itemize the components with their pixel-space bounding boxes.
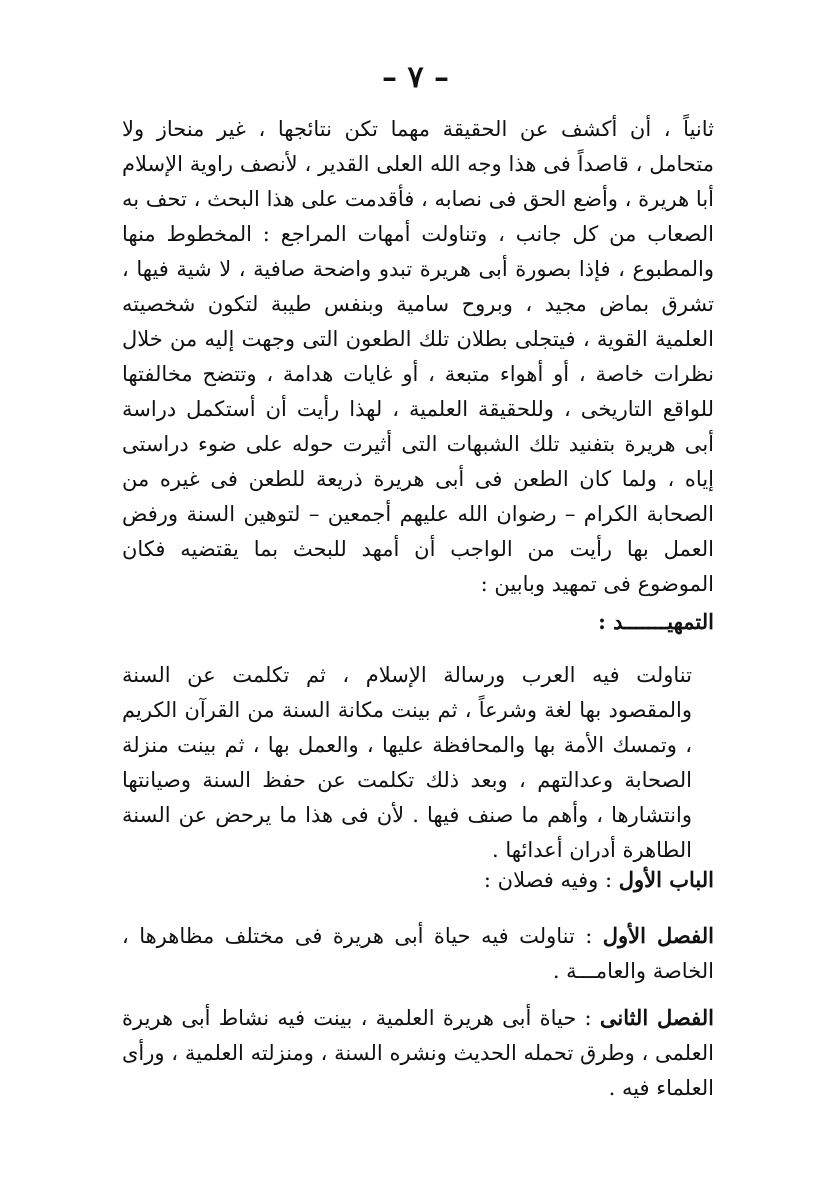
fasl1-term: الفصل الأول (602, 923, 714, 948)
bab1-text: : وفيه فصلان : (483, 868, 619, 892)
fasl2-term: الفصل الثانى (599, 1005, 714, 1030)
intro-paragraph (122, 112, 714, 602)
bab1-heading: الباب الأول (618, 867, 714, 892)
fasl2-text: : حياة أبى هريرة العلمية ، بينت فيه نشاط أبى هريرة العلمى ، وطرق تحمله الحديث ونشره السنة ، ومنزلته العلمية ، ورأى العلماء فيه . (122, 1006, 714, 1100)
page-number: – ٧ – (381, 60, 450, 95)
tamheed-text: تناولت فيه العرب ورسالة الإسلام ، ثم تكلمت عن السنة والمقصود بها لغة وشرعاً ، ثم بينت مكانة السنة من القرآن الكريم ، وتمسك الأمة بها والمحافظة عليها ، والعمل بها ، ثم بينت منزلة الصحابة وعدالتهم ، وبعد ذلك تكلمت عن حفظ السنة وصيانتها وانتشارها ، وأهم ما صنف فيها . لأن فى هذا ما يرحض عن السنة الطاهرة أدران أعدائها . (122, 663, 692, 862)
bab1-heading-line (122, 862, 714, 898)
tamheed-heading: التمهيـــــــد : (598, 609, 714, 634)
fasl2-paragraph (122, 1000, 714, 1106)
fasl1-paragraph (122, 918, 714, 989)
tamheed-paragraph (122, 658, 714, 868)
intro-text: ثانياً ، أن أكشف عن الحقيقة مهما تكن نتائجها ، غير منحاز ولا متحامل ، قاصداً فى هذا وجه الله العلى القدير ، لأنصف راوية الإسلام أبا هريرة ، وأضع الحق فى نصابه ، فأقدمت على هذا البحث ، تحف به الصعاب من كل جانب ، وتناولت أمهات المراجع : المخطوط منها والمطبوع ، فإذا بصورة أبى هريرة تبدو واضحة صافية ، لا شية فيها ، تشرق بماض مجيد ، وبروح سامية وبنفس طيبة لتكون شخصيته العلمية القوية ، فيتجلى بطلان تلك الطعون التى وجهت إليه من خلال نظرات خاصة ، أو أهواء متبعة ، أو غايات هدامة ، وتتضح مخالفتها للواقع التاريخى ، وللحقيقة العلمية ، لهذا رأيت أن أستكمل دراسة أبى هريرة بتفنيد تلك الشبهات التى أثيرت حوله على ضوء دراستى إياه ، ولما كان الطعن فى أبى هريرة ذريعة للطعن فى غيره من الصحابة الكرام – رضوان الله عليهم أجمعين – لتوهين السنة ورفض العمل بها رأيت من الواجب أن أمهد للبحث بما يقتضيه فكان الموضوع فى تمهيد وبابين : (122, 117, 714, 596)
fasl1-text: : تناولت فيه حياة أبى هريرة فى مختلف مظاهرها ، الخاصة والعامـــة . (122, 924, 714, 983)
